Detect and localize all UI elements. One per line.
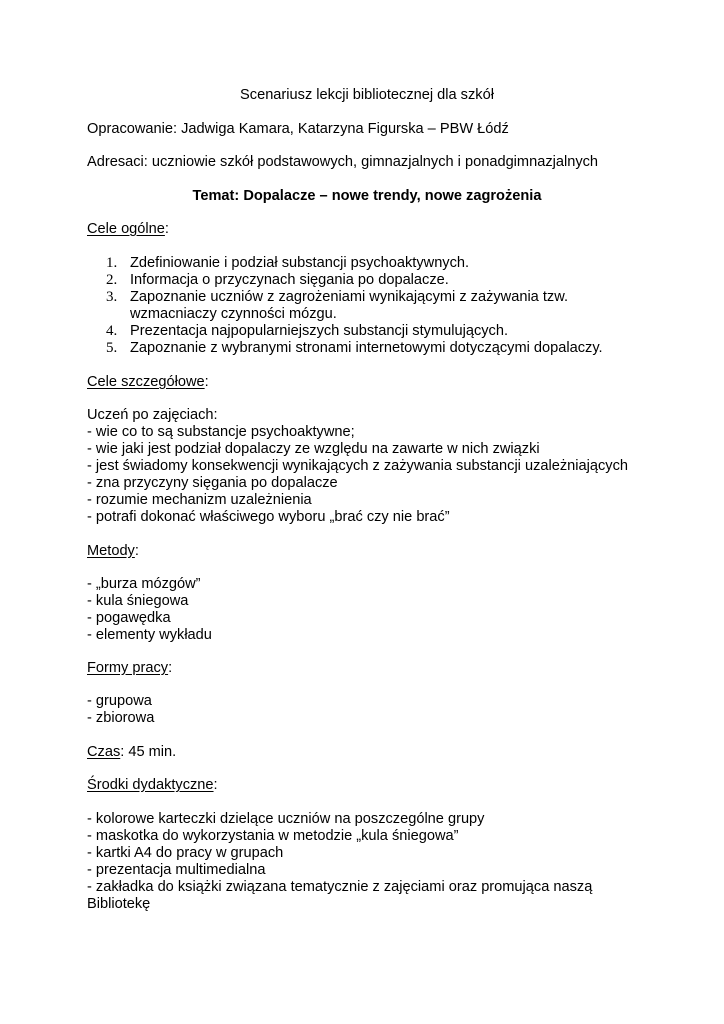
time-heading-text: Czas [87, 744, 121, 760]
materials-heading [87, 777, 218, 794]
colon: : [168, 660, 173, 676]
list-item: - elementy wykładu [87, 627, 212, 643]
list-item: - wie jaki jest podział dopalaczy ze względu na zawarte w nich związki [87, 441, 540, 457]
list-item: - kula śniegowa [87, 593, 189, 609]
list-item-text: Zdefiniowanie i podział substancji psychoaktywnych. [130, 255, 470, 271]
time-line [87, 744, 176, 761]
list-number: 4. [106, 323, 118, 339]
list-item: - wie co to są substancje psychoaktywne; [87, 424, 355, 440]
detailed-goals-heading-text: Cele szczegółowe [87, 374, 205, 390]
colon: : [164, 221, 169, 237]
list-number: 3. [106, 289, 118, 305]
detailed-goals-heading [87, 374, 209, 391]
methods-heading [87, 543, 139, 560]
list-item: - kartki A4 do pracy w grupach [87, 845, 284, 861]
list-item: - rozumie mechanizm uzależnienia [87, 492, 312, 508]
list-item: - maskotka do wykorzystania w metodzie „kula śniegowa” [87, 828, 459, 844]
materials-heading-text: Środki dydaktyczne [87, 777, 214, 793]
general-goals-heading [87, 221, 169, 238]
document-title: Scenariusz lekcji bibliotecznej dla szkół [240, 87, 494, 103]
topic-heading: Temat: Dopalacze – nowe trendy, nowe zagrożenia [192, 188, 542, 204]
list-item: - grupowa [87, 693, 152, 709]
methods-heading-text: Metody [87, 543, 135, 559]
list-item: - pogawędka [87, 610, 171, 626]
list-number: 2. [106, 272, 118, 288]
list-item-text: Informacja o przyczynach sięgania po dopalacze. [130, 272, 449, 288]
audience-line: Adresaci: uczniowie szkół podstawowych, gimnazjalnych i ponadgimnazjalnych [87, 154, 599, 170]
list-item: - zna przyczyny sięgania po dopalacze [87, 475, 338, 491]
list-item: - zakładka do książki związana tematycznie z zajęciami oraz promująca naszą [87, 879, 593, 895]
work-forms-heading-text: Formy pracy [87, 660, 169, 676]
list-number: 1. [106, 255, 118, 271]
list-item: - „burza mózgów” [87, 576, 201, 592]
detailed-goals-intro: Uczeń po zajęciach: [87, 407, 218, 423]
list-item: - kolorowe karteczki dzielące uczniów na poszczególne grupy [87, 811, 485, 827]
time-value: : 45 min. [120, 744, 177, 760]
list-item: - zbiorowa [87, 710, 155, 726]
colon: : [134, 543, 139, 559]
colon: : [204, 374, 209, 390]
colon: : [213, 777, 218, 793]
list-item-text-continuation: wzmacniaczy czynności mózgu. [130, 306, 337, 322]
list-item-text: Zapoznanie uczniów z zagrożeniami wynikającymi z zażywania tzw. [130, 289, 568, 305]
authors-line: Opracowanie: Jadwiga Kamara, Katarzyna Figurska – PBW Łódź [87, 121, 509, 137]
list-item: - potrafi dokonać właściwego wyboru „brać czy nie brać” [87, 509, 450, 525]
list-item-text: Prezentacja najpopularniejszych substancji stymulujących. [130, 323, 509, 339]
list-item: - jest świadomy konsekwencji wynikających z zażywania substancji uzależniających [87, 458, 629, 474]
list-item-text: Zapoznanie z wybranymi stronami internetowymi dotyczącymi dopalaczy. [130, 340, 603, 356]
work-forms-heading [87, 660, 172, 677]
general-goals-heading-text: Cele ogólne [87, 221, 165, 237]
list-item: - prezentacja multimedialna [87, 862, 266, 878]
list-item-continuation: Bibliotekę [87, 896, 151, 912]
list-number: 5. [106, 340, 118, 356]
